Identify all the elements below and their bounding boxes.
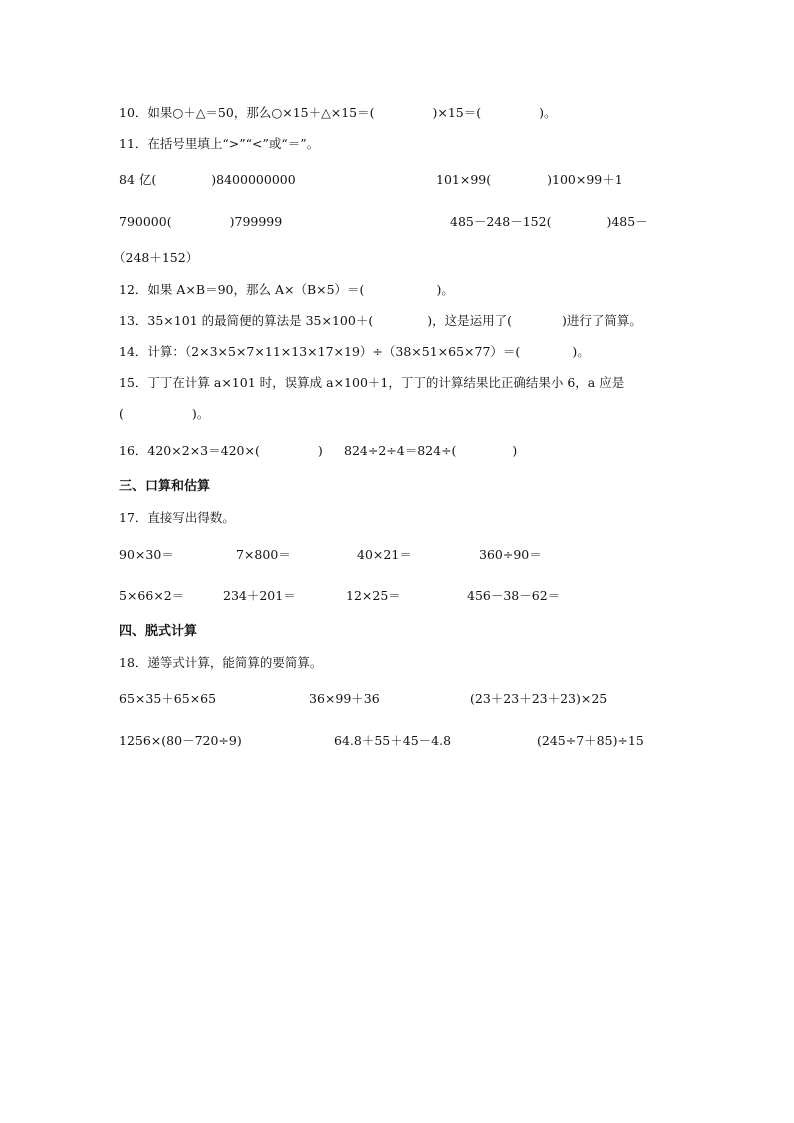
- q16b-text: 824÷2÷4＝824÷(: [344, 443, 457, 458]
- compare-2: [436, 172, 623, 188]
- question-12: [119, 282, 454, 298]
- question-15: 15．丁丁在计算 a×101 时，误算成 a×100＋1，丁丁的计算结果比正确结果小 6，a 应是: [119, 375, 625, 390]
- compare-3: [119, 214, 282, 230]
- question-15-answer: [119, 406, 209, 422]
- q13-text-b: )，这是运用了(: [427, 313, 512, 328]
- compare-2-left: 101×99(: [436, 172, 492, 187]
- compare-3-left: 790000(: [119, 214, 172, 229]
- compare-3-right: )799999: [229, 214, 283, 229]
- calc-item-5: 64.8＋55＋45－4.8: [334, 733, 452, 748]
- question-18-title: 18．递等式计算，能简算的要简算。: [119, 655, 323, 670]
- question-16-b: [344, 443, 517, 459]
- q15-open: (: [119, 406, 124, 421]
- calc-item-4: 1256×(80－720÷9): [119, 733, 242, 748]
- oral-item-3: 40×21＝: [357, 547, 412, 562]
- calc-item-1: 65×35＋65×65: [119, 691, 217, 706]
- q16a-close: ): [317, 443, 323, 458]
- q10-text-a: 10．如果○＋△＝50，那么○×15＋△×15＝(: [119, 105, 375, 120]
- calc-item-3: (23＋23＋23＋23)×25: [470, 691, 608, 706]
- compare-1: [119, 172, 296, 188]
- q12-text-a: 12．如果 A×B＝90，那么 A×（B×5）＝(: [119, 282, 365, 297]
- compare-4: [450, 214, 648, 230]
- question-10: [119, 105, 557, 121]
- oral-item-7: 12×25＝: [346, 588, 401, 603]
- q15-close: )。: [191, 406, 210, 421]
- question-11-title: 11．在括号里填上“>”“<”或“＝”。: [119, 136, 320, 151]
- question-14: [119, 344, 590, 360]
- q12-text-b: )。: [436, 282, 454, 297]
- question-16-a: [119, 443, 323, 459]
- calc-item-2: 36×99＋36: [309, 691, 380, 706]
- section-3-heading: 三、口算和估算: [119, 479, 211, 494]
- q13-text-a: 13．35×101 的最简便的算法是 35×100＋(: [119, 313, 374, 328]
- oral-item-5: 5×66×2＝: [119, 588, 185, 603]
- question-13: [119, 313, 642, 329]
- compare-4-right: )485－: [606, 214, 648, 229]
- question-17-title: 17．直接写出得数。: [119, 510, 235, 525]
- compare-4-left: 485－248－152(: [450, 214, 552, 229]
- oral-item-2: 7×800＝: [236, 547, 291, 562]
- q16b-close: ): [512, 443, 518, 458]
- q10-text-b: )×15＝(: [432, 105, 482, 120]
- compare-1-left: 84 亿(: [119, 172, 157, 187]
- compare-2-right: )100×99＋1: [547, 172, 623, 187]
- q10-text-c: )。: [539, 105, 557, 120]
- q16a-text: 16．420×2×3＝420×(: [119, 443, 260, 458]
- section-4-heading: 四、脱式计算: [119, 624, 198, 639]
- q13-text-c: )进行了简算。: [561, 313, 642, 328]
- oral-item-4: 360÷90＝: [479, 547, 542, 562]
- q14-text-b: )。: [572, 344, 590, 359]
- compare-4-continued: （248＋152）: [113, 250, 199, 265]
- oral-item-8: 456－38－62＝: [467, 588, 561, 603]
- calc-item-6: (245÷7＋85)÷15: [537, 733, 644, 748]
- oral-item-1: 90×30＝: [119, 547, 174, 562]
- oral-item-6: 234＋201＝: [223, 588, 296, 603]
- q14-text-a: 14．计算：（2×3×5×7×11×13×17×19）÷（38×51×65×77）＝(: [119, 344, 521, 359]
- compare-1-right: )8400000000: [211, 172, 296, 187]
